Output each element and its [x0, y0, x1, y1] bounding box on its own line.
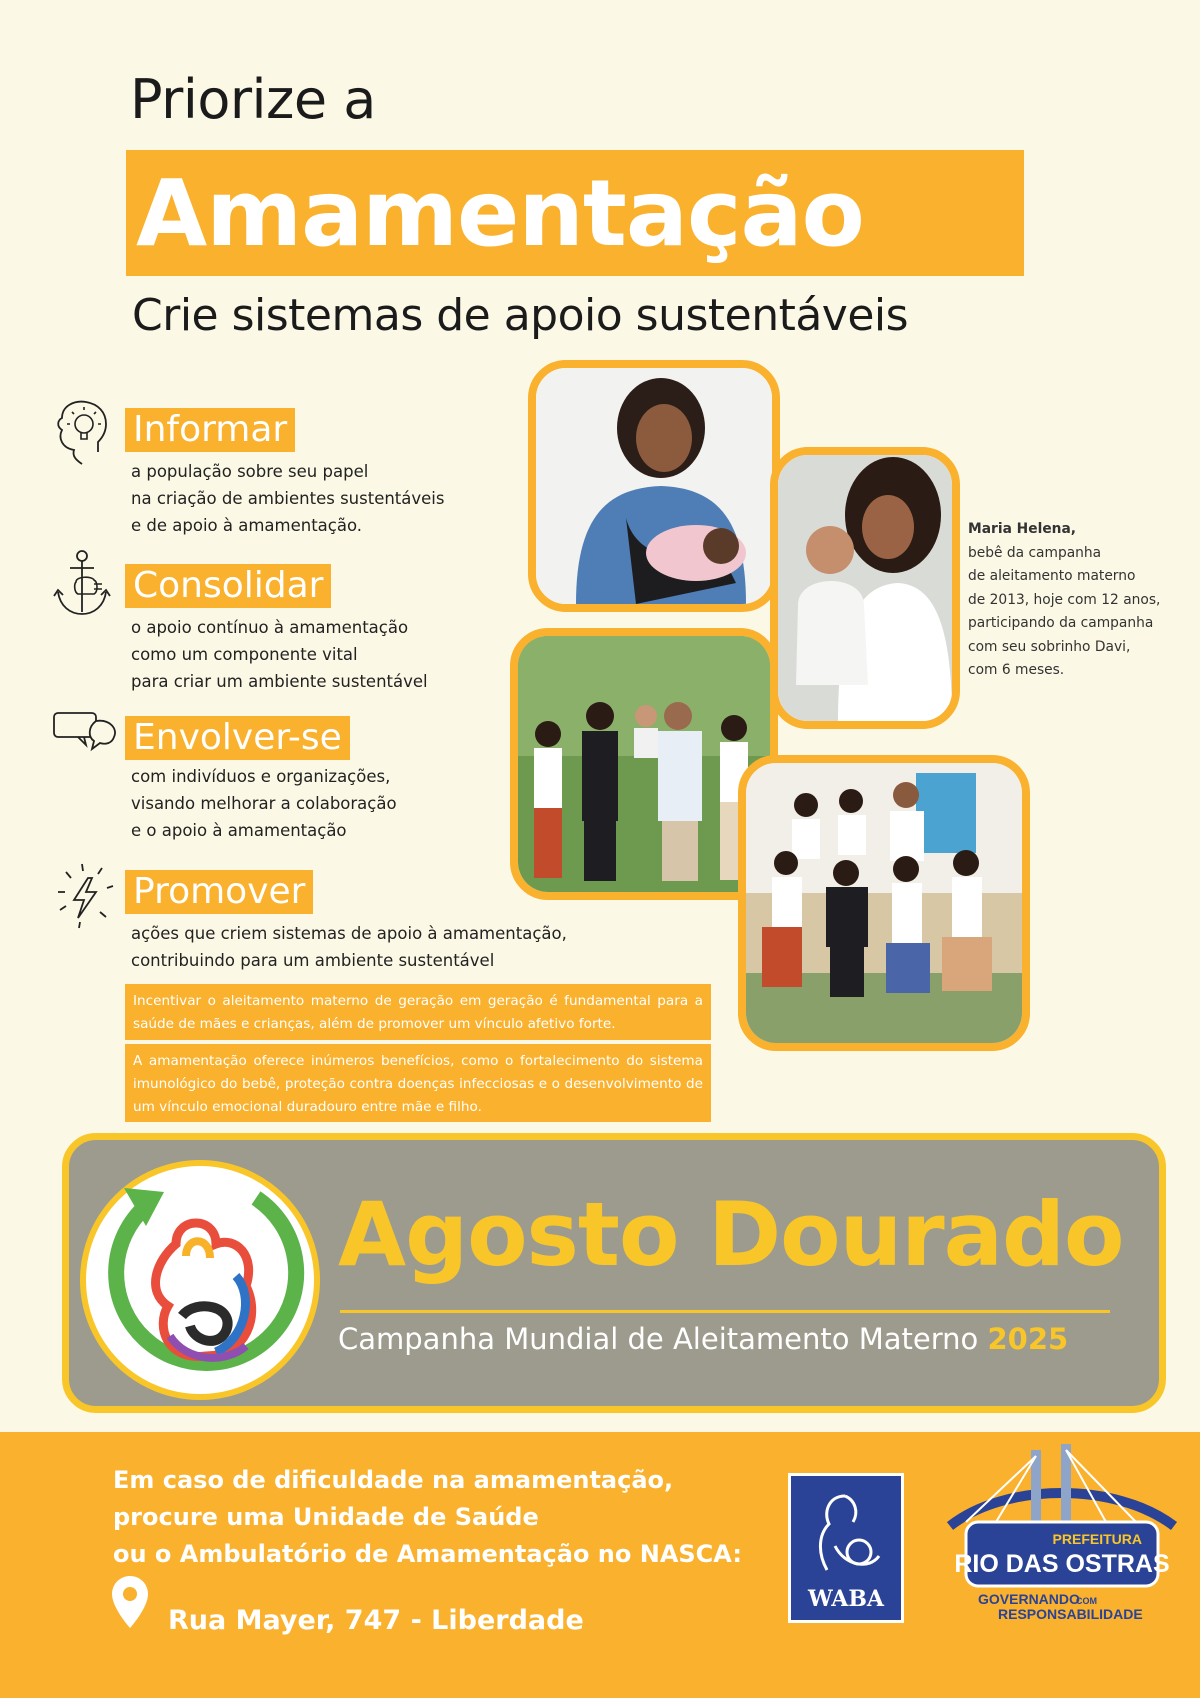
city-name: RIO DAS OSTRAS [954, 1550, 1170, 1578]
prefeitura-rio-das-ostras-logo [946, 1442, 1178, 1622]
caption-line: de aleitamento materno [968, 568, 1136, 584]
action-line: na criação de ambientes sustentáveis [131, 489, 445, 508]
photo-maria-helena-illustration [778, 455, 952, 721]
banner-subtitle [338, 1322, 1068, 1356]
caption-name: Maria Helena, [968, 521, 1077, 537]
action-line: o apoio contínuo à amamentação [131, 618, 409, 637]
info-box-benefits: A amamentação oferece inúmeros benefícios, como o fortalecimento do sistema imunológico do bebê, proteção contra doenças infecciosas e o desenvolvimento de um vínculo emocional duradouro entre mãe e filho. [125, 1044, 711, 1122]
banner-subtitle-text: Campanha Mundial de Aleitamento Materno [338, 1322, 979, 1356]
slogan-line1: GOVERNANDO [978, 1591, 1080, 1607]
caption-line: com 6 meses. [968, 662, 1065, 678]
prefeitura-label: PREFEITURA [1052, 1531, 1142, 1547]
action-line: para criar um ambiente sustentável [131, 672, 428, 691]
address: Rua Mayer, 747 - Liberdade [168, 1605, 584, 1636]
photo-maria-helena-with-nephew [770, 447, 960, 729]
action-line: contribuindo para um ambiente sustentável [131, 951, 495, 970]
action-tag-promover: Promover [125, 870, 313, 914]
action-text-informar [131, 458, 531, 539]
action-text-envolver-se [131, 763, 531, 844]
banner-divider [340, 1310, 1110, 1313]
photo-family-garden-illustration [518, 636, 770, 892]
banner-title: Agosto Dourado [338, 1183, 1124, 1286]
info-box-generations: Incentivar o aleitamento materno de geração em geração é fundamental para a saúde de mães e crianças, além de promover um vínculo afetivo forte. [125, 984, 711, 1040]
headline-highlight: Amamentação [136, 160, 864, 267]
mother-child-icon [805, 1490, 887, 1582]
action-tag-consolidar: Consolidar [125, 564, 331, 608]
slogan-com: COM [1076, 1596, 1097, 1606]
caption-line: com seu sobrinho Davi, [968, 638, 1131, 655]
anchor-hand-icon [52, 548, 118, 618]
headline-subtitle: Crie sistemas de apoio sustentáveis [132, 290, 909, 341]
action-line: e o apoio à amamentação [131, 821, 347, 840]
lightning-icon [52, 860, 118, 930]
action-line: com indivíduos e organizações, [131, 767, 391, 786]
footer-line: Em caso de dificuldade na amamentação, [113, 1466, 674, 1494]
caption-line: bebê da campanha [968, 544, 1102, 561]
waba-logo [788, 1473, 904, 1623]
action-tag-informar: Informar [125, 408, 295, 452]
photo-mother-breastfeeding [528, 360, 780, 612]
action-line: ações que criem sistemas de apoio à amamentação, [131, 924, 567, 943]
action-line: e de apoio à amamentação. [131, 516, 363, 535]
action-line: como um componente vital [131, 645, 358, 664]
lightbulb-head-icon [52, 398, 118, 468]
action-line: visando melhorar a colaboração [131, 794, 397, 813]
headline-line1: Priorize a [130, 68, 376, 131]
footer-message [113, 1462, 742, 1573]
photo-caption [968, 518, 1188, 683]
caption-line: de 2013, hoje com 12 anos, [968, 591, 1161, 608]
recycle-arrow-icon [86, 1166, 314, 1394]
action-tag-envolver-se: Envolver-se [125, 716, 350, 760]
waba-label: WABA [807, 1586, 885, 1612]
banner-year: 2025 [987, 1322, 1069, 1356]
action-line: a população sobre seu papel [131, 462, 369, 481]
location-pin-icon [112, 1576, 148, 1628]
photo-extended-family [738, 755, 1030, 1051]
photo-mother-breastfeeding-illustration [536, 368, 772, 604]
speech-bubbles-icon [52, 705, 118, 775]
footer-line: procure uma Unidade de Saúde [113, 1503, 539, 1531]
action-text-promover [131, 920, 567, 974]
footer-line: ou o Ambulatório de Amamentação no NASCA: [113, 1540, 742, 1568]
caption-line: participando da campanha [968, 615, 1154, 631]
action-text-consolidar [131, 614, 531, 695]
photo-extended-family-illustration [746, 763, 1022, 1043]
slogan-line2: RESPONSABILIDADE [998, 1606, 1143, 1622]
campaign-logo [80, 1160, 320, 1400]
